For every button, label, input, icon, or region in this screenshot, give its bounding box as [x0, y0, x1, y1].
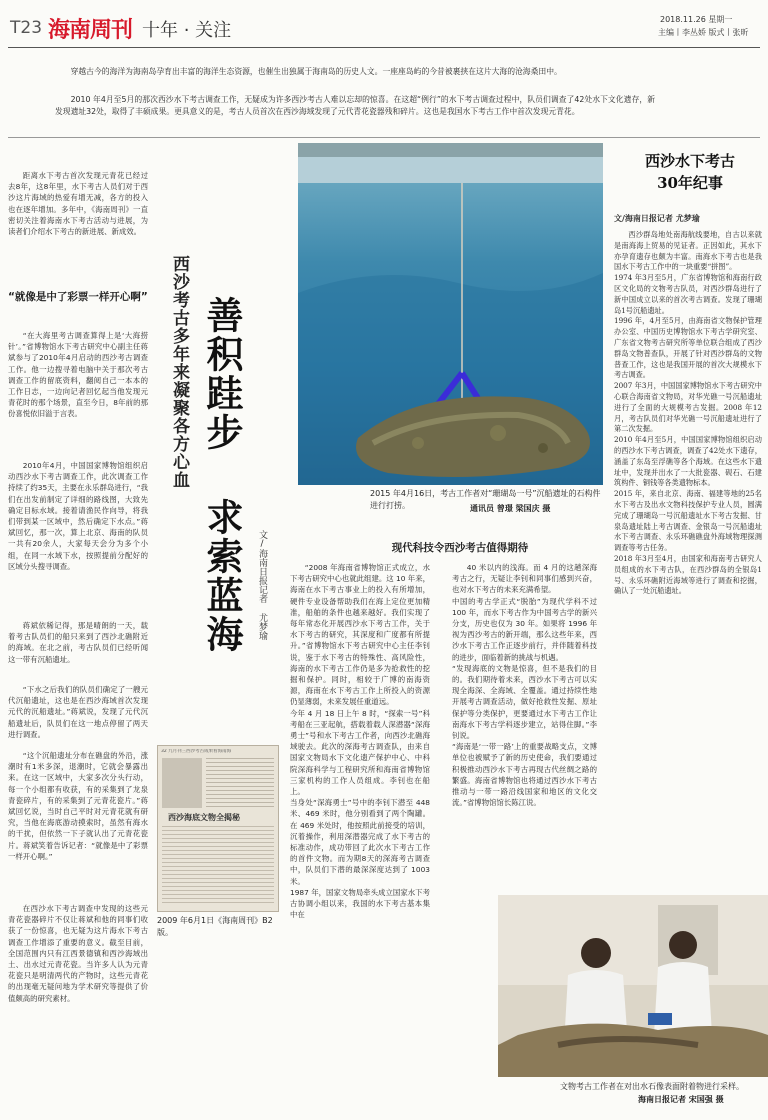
left-paragraph-4: 蒋斌依稀记得，那是晴朗的一天，载着考古队员们的船只来到了西沙北礁附近的海域。在北之前，考古队员们已经听闻这一带有沉船遗址。	[8, 621, 148, 664]
intro-rule	[8, 137, 760, 138]
left-subheading: “就像是中了彩票一样开心啊”	[8, 291, 148, 303]
intro-paragraph-1: 穿越古今的海洋为海南岛孕育出丰富的海洋生态资源，也催生出独属于海南岛的历史人文。一座座岛屿的今昔被裹挟在这片大海的沧海桑田中。	[70, 67, 562, 76]
left-paragraph-3: 2010年4月，中国国家博物馆组织启动西沙水下考古调查工作，此次调查工作持续了约35天，主要在永乐群岛进行，“我们在出发前制定了详细的路线图，大致先确定目标水域。接着请渔民作向导，将我们带到某一区域中，然后确定下水点。”蒋斌回忆，那一次，算上北京、海南的队员一共有20余人，大家每天会分为多个小组，在同一水域下水，按照提前分配好的区域分头搜寻调查。	[8, 461, 148, 571]
timeline-byline: 文/海南日报记者 尤梦瑜	[614, 214, 700, 223]
left-paragraph-6: “这个沉船遗址分布在礁盘的外沿，涨潮时有1米多深，退潮时，它就会暴露出来。在这一区域中，大家多次分头行动，每一个小组都有收获，有的采集到了龙泉青瓷碎片，有的采集到了元青花瓷片。”蒋斌回忆说，当时自己平时对元青花就有研究，当他在海底游动摸索时，虽然有海水的干扰，但依然一下子就认出了元青花瓷片。蒋斌笑着告诉记者：“就像是中了彩票一样开心啊。”	[8, 751, 148, 861]
main-title: 善积跬步 求索蓝海	[200, 296, 244, 654]
byline-vertical: 文/海南日报记者 尤梦瑜	[257, 530, 267, 640]
sub-title: 西沙考古多年来凝聚各方心血	[169, 255, 189, 489]
page-number: T23	[10, 18, 43, 38]
middle-heading: 现代科技令西沙考古值得期待	[391, 542, 529, 554]
bottom-photo	[498, 895, 768, 1077]
clipping-caption: 2009 年6月1日《海南周刊》B2版。	[157, 916, 273, 937]
clipping-title: 西沙海底文物全揭秘	[168, 813, 240, 822]
newspaper-clipping	[157, 745, 279, 912]
timeline-title: 西沙水下考古 30年纪事	[644, 152, 735, 192]
section-title: 十年 · 关注	[142, 20, 232, 41]
middle-column-2: 40 米以内的浅海。而 4 月的这趟深海考古之行，无疑让李钊和同事们感到兴奋，也对水下考古的未来充满希望。 中国的考古学正式“脱胎”为现代学科不过 100 年，而水下考古作为中国考古学的新兴分支，历史也仅为 30 年。如果将 1996 年视为西沙考古的新开端，那么这些年来，西沙水下考古工作正逐步前行，并伴随着科技的进步，面临着新的挑战与机遇。 “发现海底的文物是惊喜，但不是我们的目的。我们期待着未来，西沙水下考古可以实现全海深、全海域、全覆盖。通过持续性地开展考古调查活动，做好抢救性发掘、原址保护等分类保护，更要通过水下考古工作让南海水下考古学科逐步建立，站得住脚。”李钊说。 “海南是‘一带一路’上的重要战略支点，文博单位也被赋予了新的历史使命，我们要通过积极推动西沙水下考古再现古代丝绸之路的繁盛。海南省博物馆也将通过西沙水下考古推动与一带一路沿线国家和地区的文化交流。”省博物馆馆长陈江说。	[452, 563, 597, 808]
middle-column-1: “2008 年海南省博物馆正式成立，水下考古研究中心也就此组建。这 10 年来，海南在水下考古事业上的投入有所增加，硬件专业设备帮助我们在海上定位更加精准，船舶的条件也越来越好。我们实现了每年常态化开展西沙水下考古工作，关于水下考古的研究，其深度和广度都有所提升。”省博物馆水下考古研究中心主任李钊说，鉴于水下考古的特殊性、高风险性，海南的水下考古工作仍是多为抢救性的挖掘和保护。同时，相较于广博的南海资源，海南在水下考古工作上所投入的资源仍显薄弱，未来发展任重道远。 今年 4 月 18 日上午 8 时，“探索一号”科考船在三亚起航，搭载着载人深潜器“深海勇士”号和水下考古工作者，向西沙北礁海域驶去。此次的深海考古调查队，由来自国家文物局水下文化遗产保护中心、中科院深海科学与工程研究所和海南省博物馆三家机构的工作人员组成。李钊也在船上。 当身处“深海勇士”号中的李钊下潜至 448 米、469 米时，他分别看到了两个陶罐。在 469 米处时，他按照此前接受的培训，沉着操作，利用深潜器完成了水下考古的标准动作，成功带回了此次水下考古工作的首件文物。而为期8天的深海考古调查中，队员们下潜的最深深度达到了 1003米。 1987 年，国家文物局牵头成立国家水下考古协调小组以来，我国的水下考古基本集中在	[290, 563, 430, 920]
clipping-header: 32 九月刊三西沙考古成果看海南海	[161, 749, 232, 754]
main-photo-caption: 2015 年4月16日，考古工作者对“珊瑚岛一号”沉船遗址的石构件进行打捞。	[370, 489, 601, 510]
main-photo	[298, 143, 603, 485]
left-paragraph-5: “下水之后我们的队员们确定了一艘元代沉船遗址，这也是在西沙海域首次发现元代的沉船遗址。”蒋斌说，发现了元代沉船遗址后，队员们在这一地点停留了两天进行调查。	[8, 685, 148, 739]
clipping-body-lines	[162, 826, 274, 906]
clipping-photo	[162, 758, 202, 808]
left-paragraph-1: 距离水下考古首次发现元青花已经过去8年，这8年里，水下考古人员们对于西沙这片海域的热爱有增无减，各方的投入也在逐年增加。多年中，《海南周刊》一直密切关注着海南水下考古活动与进展，为读者们介绍水下考古的新进展、新成效。	[8, 171, 148, 237]
masthead-rule	[8, 47, 760, 48]
bottom-photo-caption: 文物考古工作者在对出水石像表面附着物进行采样。	[560, 1082, 744, 1091]
timeline-body: 西沙群岛地处南海航线要地，自古以来就是南海海上贸易的见证者。正因如此，其水下亦孕育遗存也颇为丰富。南海水下考古也是我国水下考古工作中的一块重要“拼图”。 1974 年3月至5月，广东省博物馆和海南行政区文化局的文物考古队员，对西沙群岛进行了新中国成立以来的首次考古调查。发现了珊瑚岛1号沉船遗址。 1996 年，4月至5月，由海南省文物保护管理办公室、中国历史博物馆水下考古学研究室、广东省文物考古研究所等单位联合组成了西沙群岛文物普查队，开展了针对西沙群岛的文物普查工作，这也是我国开展的首次大规模水下考古调查。 2007 年3月，中国国家博物馆水下考古研究中心联合海南省文物局，对华光礁一号沉船遗址进行了全面的大规模考古发掘。2008 年12月，考古队员们对华光礁一号沉船遗址进行了第二次发掘。 2010 年4月至5月，中国国家博物馆组织启动的西沙水下考古调查，调查了42处水下遗存，涵盖了东岛至浮礁等各个海域。在这些水下遗址中，发现并出水了一大批瓷器、砚石、石建筑构件、铜钱等各类遗物标本。 2015 年，来自北京、海南、福建等地的25名水下考古及出水文物科技保护专业人员，圆满完成了珊瑚岛一号沉船遗址水下考古发掘、甘泉岛遗址陆上考古调查、金银岛一号沉船遗址水下考古调查、永乐环礁礁盘外海域物理探测调查等考古任务。 2018 年3月至4月，由国家和海南考古研究人员组成的水下考古队，在西沙群岛的全银岛1号、永乐环礁附近海域等进行了调查和挖掘，确认了一处沉船遗址。	[614, 230, 762, 596]
left-paragraph-2: “在大海里考古调查算得上是‘大海捞针’。”省博物馆水下考古研究中心副主任蒋斌参与了2010年4月启动的西沙考古调查工作。他一边搜寻着电脑中关于那次考古调查工作的留底资料，翻阅自己一本本的工作日志，一边向记者回忆起当他发现元青花时的那个场景，直至今日，8年前的那份喜悦依旧溢于言表。	[8, 331, 148, 419]
brand-logo: 海南周刊	[48, 17, 133, 43]
bottom-photo-credit: 海南日报记者 宋国强 摄	[638, 1095, 724, 1104]
masthead	[0, 0, 768, 48]
salvage-stone-illustration	[298, 143, 603, 485]
researchers-sampling-illustration	[498, 895, 768, 1077]
editor-credits: 主编丨李丛娇 版式丨张昕	[658, 28, 749, 37]
date-line: 2018.11.26 星期一	[660, 15, 733, 24]
main-photo-credit: 通讯员 曾璟 梁国庆 摄	[470, 504, 551, 513]
intro-paragraph-2: 2010 年4月至5月的那次西沙水下考古调查工作，无疑成为许多西沙考古人难以忘却的惊喜。在这超“例行”的水下考古调查过程中，队员们调查了42处水下文化遗存，新发现遗址32处，取得了丰硕成果。更具意义的是，考古人员首次在西沙海域发现了元代青花瓷器残和碎片。这也是我国水下考古工作中首次发现元青花。	[55, 95, 655, 116]
clipping-text-lines	[206, 758, 274, 808]
left-paragraph-7: 在西沙水下考古调查中发现的这些元青花瓷器碎片不仅让蒋斌和他的同事们收获了一份惊喜，也无疑为这片海水下考古调查工作增添了重要的意义。截至目前，全国范围内只有江西景德镇和西沙海域出土、出水过元青花瓷。当许多人认为元青花瓷只是明清两代的产物时，这些元青花的出现毫无疑问地为学术研究等提供了价值颇高的研究素材。	[8, 904, 148, 1003]
